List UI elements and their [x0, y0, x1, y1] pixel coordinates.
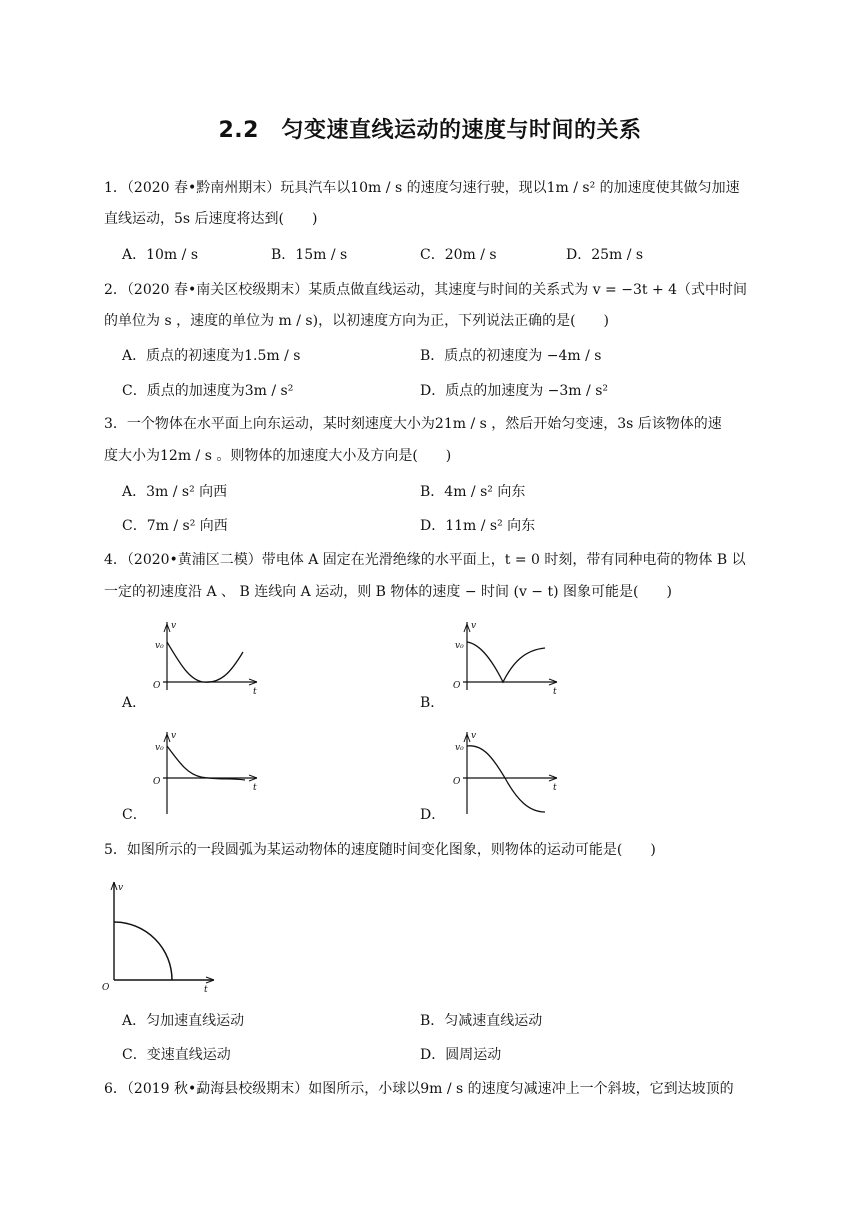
question-2-line-1: 2．（2020 春•南关区校级期末）某质点做直线运动，其速度与时间的关系式为 v = −3t + 4（式中时间	[104, 282, 748, 298]
graph-q5-t-label: t	[204, 985, 208, 995]
question-1-option-c: C．20m / s	[420, 247, 497, 263]
graph-c-curve	[167, 746, 245, 780]
question-6-line-1: 6．（2019 秋•勐海县校级期末）如图所示，小球以9m / s 的速度匀减速冲上一个斜坡，它到达坡顶的	[104, 1081, 734, 1097]
question-5-option-d: D．圆周运动	[420, 1047, 502, 1063]
graph-c-t-label: t	[253, 783, 257, 793]
page-title: 2.2 匀变速直线运动的速度与时间的关系	[218, 118, 642, 143]
question-4-option-a: A．	[122, 695, 147, 711]
question-1-option-b: B．15m / s	[271, 247, 348, 263]
graph-c-v0-label: v₀	[155, 743, 164, 753]
question-3-option-b: B．4m / s² 向东	[420, 484, 526, 500]
graph-a-origin-label: O	[153, 681, 161, 691]
question-2-line-2: 的单位为 s ，速度的单位为 m / s)，以初速度方向为正，下列说法正确的是( )	[104, 313, 609, 329]
graph-a-v-label: v	[171, 621, 177, 631]
question-4-option-b: B．	[420, 695, 445, 711]
question-3-option-c: C．7m / s² 向西	[122, 518, 228, 534]
question-4-line-1: 4．（2020•黄浦区二模）带电体 A 固定在光滑绝缘的水平面上，t = 0 时刻，带有同种电荷的物体 B 以	[104, 552, 746, 568]
question-4-option-d: D．	[420, 807, 446, 823]
graph-q5-arc	[114, 922, 172, 980]
question-1-option-d: D．25m / s	[566, 247, 644, 263]
question-2-option-a: A．质点的初速度为1.5m / s	[122, 348, 301, 364]
question-4-line-2: 一定的初速度沿 A 、 B 连线向 A 运动，则 B 物体的速度 − 时间 (v − t) 图象可能是( )	[104, 584, 672, 600]
graph-b	[445, 618, 565, 698]
graph-a-t-label: t	[253, 687, 257, 697]
question-5-option-a: A．匀加速直线运动	[122, 1013, 245, 1029]
question-2-option-d: D．质点的加速度为 −3m / s²	[420, 383, 609, 399]
graph-b-v-label: v	[471, 621, 477, 631]
question-1-option-a: A．10m / s	[122, 247, 199, 263]
question-3-line-2: 度大小为12m / s 。则物体的加速度大小及方向是( )	[104, 448, 452, 464]
question-3-line-1: 3．一个物体在水平面上向东运动，某时刻速度大小为21m / s ，然后开始匀变速，3s 后该物体的速	[104, 416, 722, 432]
graph-b-origin-label: O	[453, 681, 461, 691]
graph-q5-v-label: v	[118, 883, 124, 893]
graph-a	[145, 618, 265, 698]
question-4-option-c: C．	[122, 807, 147, 823]
question-3-option-d: D．11m / s² 向东	[420, 518, 536, 534]
graph-q5-origin-label: O	[102, 983, 110, 993]
graph-b-v0-label: v₀	[455, 641, 464, 651]
graph-a-v0-label: v₀	[155, 641, 164, 651]
graph-d	[445, 728, 565, 820]
question-5-option-c: C．变速直线运动	[122, 1047, 231, 1063]
question-1-line-2: 直线运动，5s 后速度将达到( )	[104, 211, 318, 227]
graph-b-curve	[467, 642, 545, 682]
graph-b-t-label: t	[553, 687, 557, 697]
question-5-line-1: 5．如图所示的一段圆弧为某运动物体的速度随时间变化图象，则物体的运动可能是( )	[104, 842, 656, 858]
graph-c-v-label: v	[171, 731, 177, 741]
graph-a-curve	[167, 642, 243, 682]
question-3-option-a: A．3m / s² 向西	[122, 484, 228, 500]
question-1-line-1: 1．（2020 春•黔南州期末）玩具汽车以10m / s 的速度匀速行驶，现以1m / s² 的加速度使其做匀加速	[104, 180, 740, 196]
question-5-option-b: B．匀减速直线运动	[420, 1013, 543, 1029]
graph-d-v0-label: v₀	[455, 743, 464, 753]
graph-q5	[98, 876, 228, 996]
graph-c	[145, 728, 265, 820]
graph-d-t-label: t	[553, 783, 557, 793]
graph-d-curve	[467, 746, 545, 812]
graph-d-v-label: v	[471, 731, 477, 741]
graph-c-origin-label: O	[153, 777, 161, 787]
question-2-option-b: B．质点的初速度为 −4m / s	[420, 348, 602, 364]
question-2-option-c: C．质点的加速度为3m / s²	[122, 383, 294, 399]
graph-d-origin-label: O	[453, 777, 461, 787]
